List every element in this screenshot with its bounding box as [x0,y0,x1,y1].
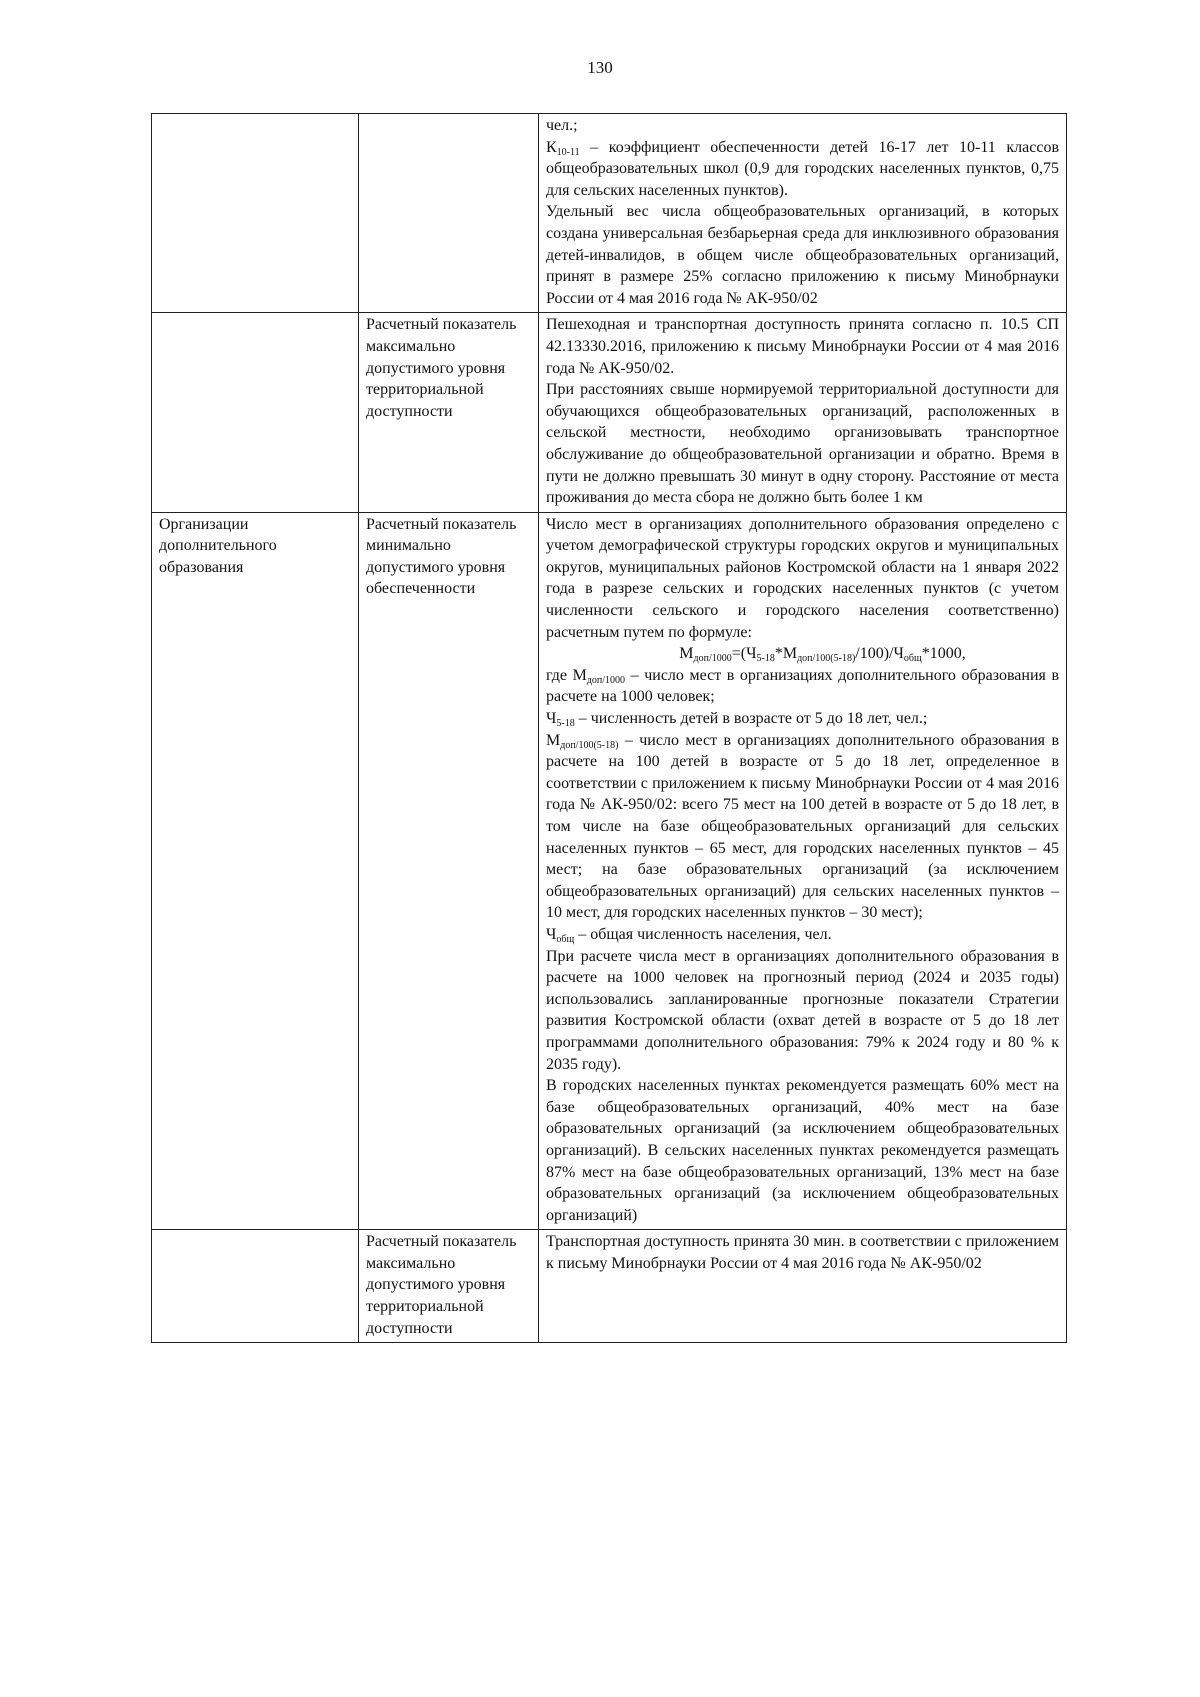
table-row [152,1230,1067,1343]
cell-indicator: Расчетный показатель максимально допустимого уровня территориальной доступности [359,1230,539,1343]
definition [546,730,1059,924]
paragraph: Число мест в организациях дополнительного образования определено с учетом демографической структуры городских округов и муниципальных округов, муниципальных районов Костромской области на 1 января 2022 года в разрезе сельских и городских населенных пунктов (с учетом численности сельского и городского населения соответственно) расчетным путем по формуле: [546,515,1059,641]
standards-table [151,113,1067,1343]
definition-subscript: общ [556,933,575,945]
definition-subscript: доп/1000 [586,674,626,686]
definition-subscript: доп/100(5-18) [560,739,619,751]
k-text: – коэффициент обеспеченности детей 16-17 лет 10-11 классов общеобразовательных школ (0,9 для городских населенных пунктов, 0,75 для сельских населенных пунктов). [546,138,1059,199]
cell-justification [539,114,1067,313]
definition [546,708,1059,730]
table-row [152,114,1067,313]
formula-subscript: общ [903,653,922,665]
definition-text: – число мест в организациях дополнительного образования в расчете на 100 детей в возрасте от 5 до 18 лет, определенное в соответствии с приложением к письму Минобрнауки России от 4 мая 2016 года № АК-950/02: всего 75 мест на 100 детей в возрасте от 5 до 18 лет, в том числе на базе общеобразовательных организаций для сельских населенных пунктов – 65 мест, для городских населенных пунктов – 45 мест; на базе образовательных организаций (за исключением общеобразовательных организаций) для сельских населенных пунктов – 10 мест, для городских населенных пунктов – 30 мест); [546,731,1059,922]
cell-facility-type [152,313,359,512]
cell-facility-type [152,114,359,313]
formula [546,643,1059,665]
formula-part: М [679,645,694,663]
cell-indicator: Расчетный показатель минимально допустимого уровня обеспеченности [359,512,539,1230]
cell-indicator [359,114,539,313]
paragraph: При расчете числа мест в организациях дополнительного образования в расчете на 1000 человек на прогнозный период (2024 и 2035 годы) использовались запланированные прогнозные показатели Стратегии развития Костромской области (охват детей в возрасте от 5 до 18 лет программами дополнительного образования: 79% к 2024 году и 80 % к 2035 году). [546,947,1059,1073]
definition-symbol: М [546,731,561,749]
definition-symbol: где М [546,666,587,684]
paragraph: В городских населенных пунктах рекомендуется размещать 60% мест на базе общеобразовательных организаций, 40% мест на базе образовательных организаций (за исключением общеобразовательных организаций). В сельских населенных пунктах рекомендуется размещать 87% мест на базе общеобразовательных организаций, 13% мест на базе образовательных организаций (за исключением общеобразовательных организаций) [546,1077,1059,1224]
k-symbol: К [546,138,557,156]
definition [546,665,1059,708]
table-row [152,512,1067,1230]
paragraph: Пешеходная и транспортная доступность принята согласно п. 10.5 СП 42.13330.2016, приложению к письму Минобрнауки России от 4 мая 2016 года № АК-950/02. [546,316,1059,377]
definition-subscript: 5-18 [556,718,575,730]
cell-justification: Транспортная доступность принята 30 мин. в соответствии с приложением к письму Минобрнауки России от 4 мая 2016 года № АК-950/02 [539,1230,1067,1343]
formula-subscript: 5-18 [756,653,775,665]
cell-facility-type [152,1230,359,1343]
cell-facility-type: Организации дополнительного образования [152,512,359,1230]
definition-symbol: Ч [546,710,557,728]
formula-part: =(Ч [731,645,757,663]
definition-symbol: Ч [546,925,557,943]
paragraph: При расстояниях свыше нормируемой территориальной доступности для обучающихся общеобразовательных организаций, расположенных в сельской местности, необходимо организовывать транспортное обслуживание до общеобразовательной организации и обратно. Время в пути не должно превышать 30 минут в одну сторону. Расстояние от места проживания до места сбора не должно быть более 1 км [546,381,1059,507]
text-line: чел.; [546,117,578,134]
formula-part: /100)/Ч [855,645,904,663]
formula-part: *М [774,645,798,663]
definition [546,924,1059,946]
cell-justification [539,512,1067,1230]
coefficient-definition [546,137,1059,202]
table-row [152,313,1067,512]
definition-text: – число мест в организациях дополнительного образования в расчете на 1000 человек; [546,666,1060,706]
share-paragraph: Удельный вес числа общеобразовательных организаций, в которых создана универсальная безбарьерная среда для инклюзивного образования детей-инвалидов, в общем числе общеобразовательных организаций, принят в размере 25% согласно приложению к письму Минобрнауки России от 4 мая 2016 года № АК-950/02 [546,203,1059,307]
formula-part: *1000, [921,645,966,663]
cell-indicator: Расчетный показатель максимально допустимого уровня территориальной доступности [359,313,539,512]
definition-text: – общая численность населения, чел. [574,925,832,943]
formula-subscript: доп/1000 [693,653,732,665]
cell-justification [539,313,1067,512]
definition-text: – численность детей в возрасте от 5 до 18 лет, чел.; [574,710,928,728]
k-subscript: 10-11 [556,146,580,158]
page-number: 130 [587,58,613,77]
formula-subscript: доп/100(5-18) [797,653,856,665]
